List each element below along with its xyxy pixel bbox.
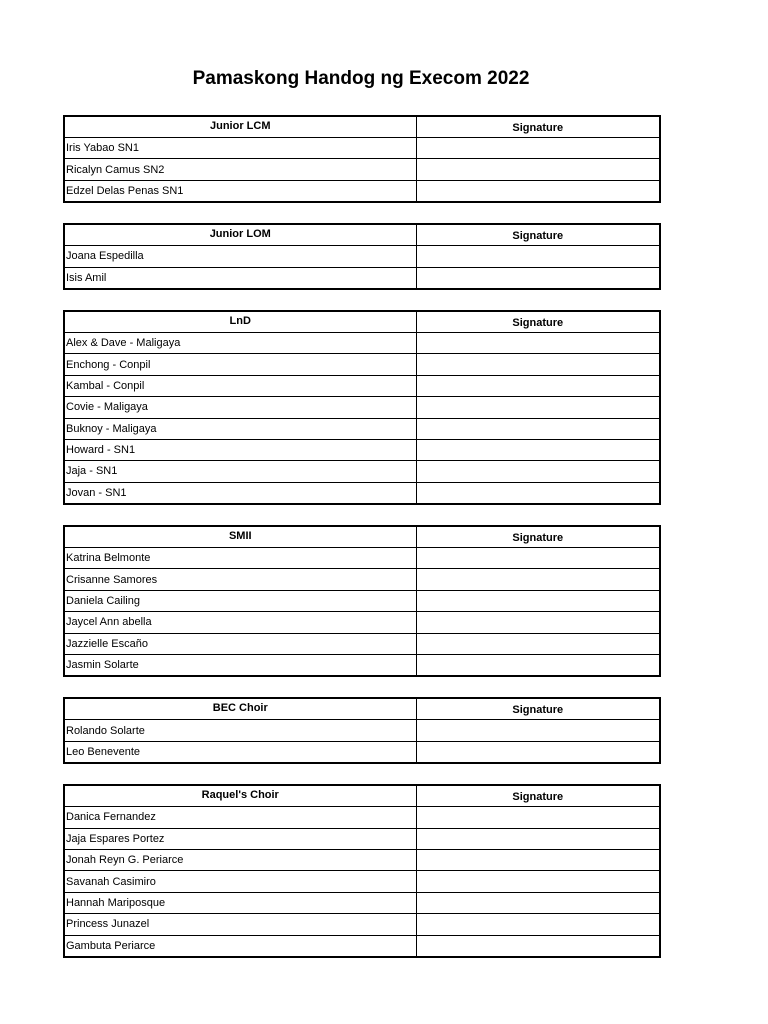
table-row [64,828,660,849]
signature-cell[interactable] [416,246,660,267]
signature-cell[interactable] [416,482,660,504]
table-header-row [64,224,660,246]
signature-header: Signature [416,224,660,246]
signature-cell[interactable] [416,548,660,569]
table-row [64,741,660,763]
group-name-header: Raquel's Choir [64,785,416,807]
signature-table [63,115,661,203]
table-row [64,439,660,460]
table-row [64,612,660,633]
signature-cell[interactable] [416,332,660,353]
member-name-cell: Jasmin Solarte [64,655,416,677]
signature-cell[interactable] [416,655,660,677]
signature-header: Signature [416,526,660,548]
member-name-cell: Gambuta Periarce [64,935,416,957]
member-name-cell: Katrina Belmonte [64,548,416,569]
group-name-header: LnD [64,311,416,333]
signature-cell[interactable] [416,849,660,870]
signature-cell[interactable] [416,828,660,849]
signature-header: Signature [416,785,660,807]
table-header-row [64,116,660,138]
table-row [64,807,660,828]
member-name-cell: Kambal - Conpil [64,375,416,396]
signature-header: Signature [416,116,660,138]
signature-cell[interactable] [416,569,660,590]
table-row [64,633,660,654]
member-name-cell: Howard - SN1 [64,439,416,460]
signature-cell[interactable] [416,461,660,482]
table-row [64,138,660,159]
member-name-cell: Jazzielle Escaño [64,633,416,654]
member-name-cell: Buknoy - Maligaya [64,418,416,439]
table-row [64,590,660,611]
signature-cell[interactable] [416,159,660,180]
signature-cell[interactable] [416,267,660,289]
table-header-row [64,526,660,548]
table-row [64,871,660,892]
table-header-row [64,698,660,720]
member-name-cell: Jonah Reyn G. Periarce [64,849,416,870]
signature-cell[interactable] [416,914,660,935]
signature-cell[interactable] [416,418,660,439]
member-name-cell: Daniela Cailing [64,590,416,611]
signature-cell[interactable] [416,633,660,654]
table-row [64,548,660,569]
member-name-cell: Jaja - SN1 [64,461,416,482]
table-row [64,180,660,202]
member-name-cell: Ricalyn Camus SN2 [64,159,416,180]
table-row [64,267,660,289]
table-row [64,655,660,677]
table-header-row [64,785,660,807]
signature-cell[interactable] [416,807,660,828]
table-row [64,720,660,741]
group-name-header: Junior LOM [64,224,416,246]
member-name-cell: Jaycel Ann abella [64,612,416,633]
member-name-cell: Jaja Espares Portez [64,828,416,849]
signature-cell[interactable] [416,354,660,375]
signature-cell[interactable] [416,397,660,418]
signature-cell[interactable] [416,180,660,202]
signature-header: Signature [416,698,660,720]
signature-cell[interactable] [416,892,660,913]
group-name-header: SMII [64,526,416,548]
signature-cell[interactable] [416,138,660,159]
signature-table [63,525,661,677]
table-header-row [64,311,660,333]
table-row [64,482,660,504]
signature-header: Signature [416,311,660,333]
signature-tables [63,115,659,978]
member-name-cell: Iris Yabao SN1 [64,138,416,159]
signature-cell[interactable] [416,439,660,460]
table-row [64,332,660,353]
member-name-cell: Covie - Maligaya [64,397,416,418]
member-name-cell: Alex & Dave - Maligaya [64,332,416,353]
signature-cell[interactable] [416,935,660,957]
signature-cell[interactable] [416,375,660,396]
member-name-cell: Savanah Casimiro [64,871,416,892]
signature-table [63,697,661,764]
table-row [64,849,660,870]
member-name-cell: Isis Amil [64,267,416,289]
page-title-text: Pamaskong Handog ng Execom 2022 [192,68,530,89]
table-row [64,375,660,396]
table-row [64,892,660,913]
member-name-cell: Jovan - SN1 [64,482,416,504]
table-row [64,569,660,590]
group-name-header: BEC Choir [64,698,416,720]
table-row [64,935,660,957]
signature-table [63,784,661,958]
member-name-cell: Edzel Delas Penas SN1 [64,180,416,202]
table-row [64,397,660,418]
signature-cell[interactable] [416,741,660,763]
member-name-cell: Hannah Mariposque [64,892,416,913]
table-row [64,914,660,935]
group-name-header: Junior LCM [64,116,416,138]
table-row [64,418,660,439]
table-row [64,246,660,267]
member-name-cell: Danica Fernandez [64,807,416,828]
member-name-cell: Enchong - Conpil [64,354,416,375]
table-row [64,159,660,180]
signature-cell[interactable] [416,871,660,892]
signature-table [63,310,661,505]
signature-cell[interactable] [416,612,660,633]
signature-table [63,223,661,290]
member-name-cell: Rolando Solarte [64,720,416,741]
signature-cell[interactable] [416,720,660,741]
table-row [64,461,660,482]
table-row [64,354,660,375]
member-name-cell: Princess Junazel [64,914,416,935]
member-name-cell: Crisanne Samores [64,569,416,590]
signature-cell[interactable] [416,590,660,611]
page-title [0,68,722,90]
member-name-cell: Joana Espedilla [64,246,416,267]
member-name-cell: Leo Benevente [64,741,416,763]
